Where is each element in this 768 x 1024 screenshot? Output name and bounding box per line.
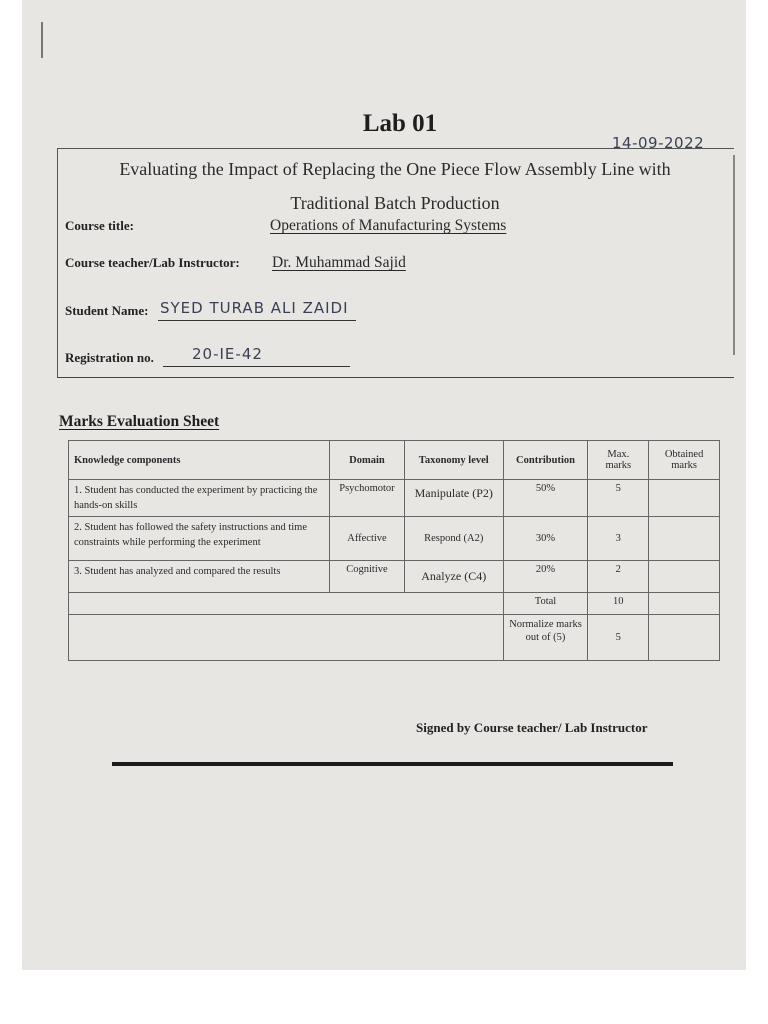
header-taxonomy-level: Taxonomy level	[404, 441, 503, 480]
registration-label: Registration no.	[65, 350, 154, 365]
header-box-right-edge	[733, 155, 735, 355]
row-1-contribution: 50%	[503, 480, 588, 517]
signature-label: Signed by Course teacher/ Lab Instructor	[416, 720, 648, 735]
normalize-max-marks: 5	[588, 615, 649, 661]
signature-line	[112, 762, 673, 766]
row-1-max-marks: 5	[588, 480, 649, 517]
table-row	[69, 561, 720, 593]
normalize-row-blank	[69, 615, 504, 661]
normalize-label: Normalize marks out of (5)	[503, 615, 588, 661]
row-3-domain: Cognitive	[330, 561, 405, 593]
document-title-line-1: Evaluating the Impact of Replacing the One Piece Flow Assembly Line with	[119, 159, 671, 179]
table-row	[69, 480, 720, 517]
row-3-component: 3. Student has analyzed and compared the results	[69, 561, 330, 593]
course-title-label: Course title:	[65, 218, 134, 233]
row-2-obtained-marks[interactable]	[649, 517, 720, 561]
table-header-row	[69, 441, 720, 480]
row-3-contribution: 20%	[503, 561, 588, 593]
document-title	[60, 152, 730, 220]
header-knowledge-components: Knowledge components	[69, 441, 330, 480]
row-2-max-marks: 3	[588, 517, 649, 561]
marks-evaluation-table	[68, 440, 720, 661]
course-teacher-label: Course teacher/Lab Instructor:	[65, 255, 240, 270]
marks-evaluation-title: Marks Evaluation Sheet	[59, 413, 220, 430]
row-2-domain: Affective	[330, 517, 405, 561]
total-row	[69, 593, 720, 615]
row-3-obtained-marks[interactable]	[649, 561, 720, 593]
row-2-contribution: 30%	[503, 517, 588, 561]
student-name-underline	[158, 320, 356, 321]
total-row-blank	[69, 593, 504, 615]
normalize-obtained-marks[interactable]	[649, 615, 720, 661]
course-title-value: Operations of Manufacturing Systems	[270, 217, 507, 234]
table-row	[69, 517, 720, 561]
row-2-component: 2. Student has followed the safety instructions and time constraints while performing the experiment	[69, 517, 330, 561]
header-max-marks: Max. marks	[588, 441, 649, 480]
row-3-max-marks: 2	[588, 561, 649, 593]
total-max-marks: 10	[588, 593, 649, 615]
header-obtained-marks: Obtained marks	[649, 441, 720, 480]
registration-underline	[163, 366, 350, 367]
header-contribution: Contribution	[503, 441, 588, 480]
registration-value: 20-IE-42	[192, 345, 263, 363]
student-name-label: Student Name:	[65, 303, 149, 318]
row-1-obtained-marks[interactable]	[649, 480, 720, 517]
margin-mark	[41, 22, 43, 58]
course-teacher-value: Dr. Muhammad Sajid	[272, 254, 406, 271]
total-label: Total	[503, 593, 588, 615]
row-1-component: 1. Student has conducted the experiment by practicing the hands-on skills	[69, 480, 330, 517]
row-2-taxonomy: Respond (A2)	[404, 517, 503, 561]
student-name-value: SYED TURAB ALI ZAIDI	[160, 299, 349, 317]
lab-title: Lab 01	[362, 110, 438, 137]
row-3-taxonomy: Analyze (C4)	[404, 561, 503, 593]
header-domain: Domain	[330, 441, 405, 480]
row-1-taxonomy: Manipulate (P2)	[404, 480, 503, 517]
document-title-line-2: Traditional Batch Production	[290, 193, 500, 213]
total-obtained-marks[interactable]	[649, 593, 720, 615]
normalize-row	[69, 615, 720, 661]
handwritten-date: 14-09-2022	[612, 134, 705, 152]
row-1-domain: Psychomotor	[330, 480, 405, 517]
